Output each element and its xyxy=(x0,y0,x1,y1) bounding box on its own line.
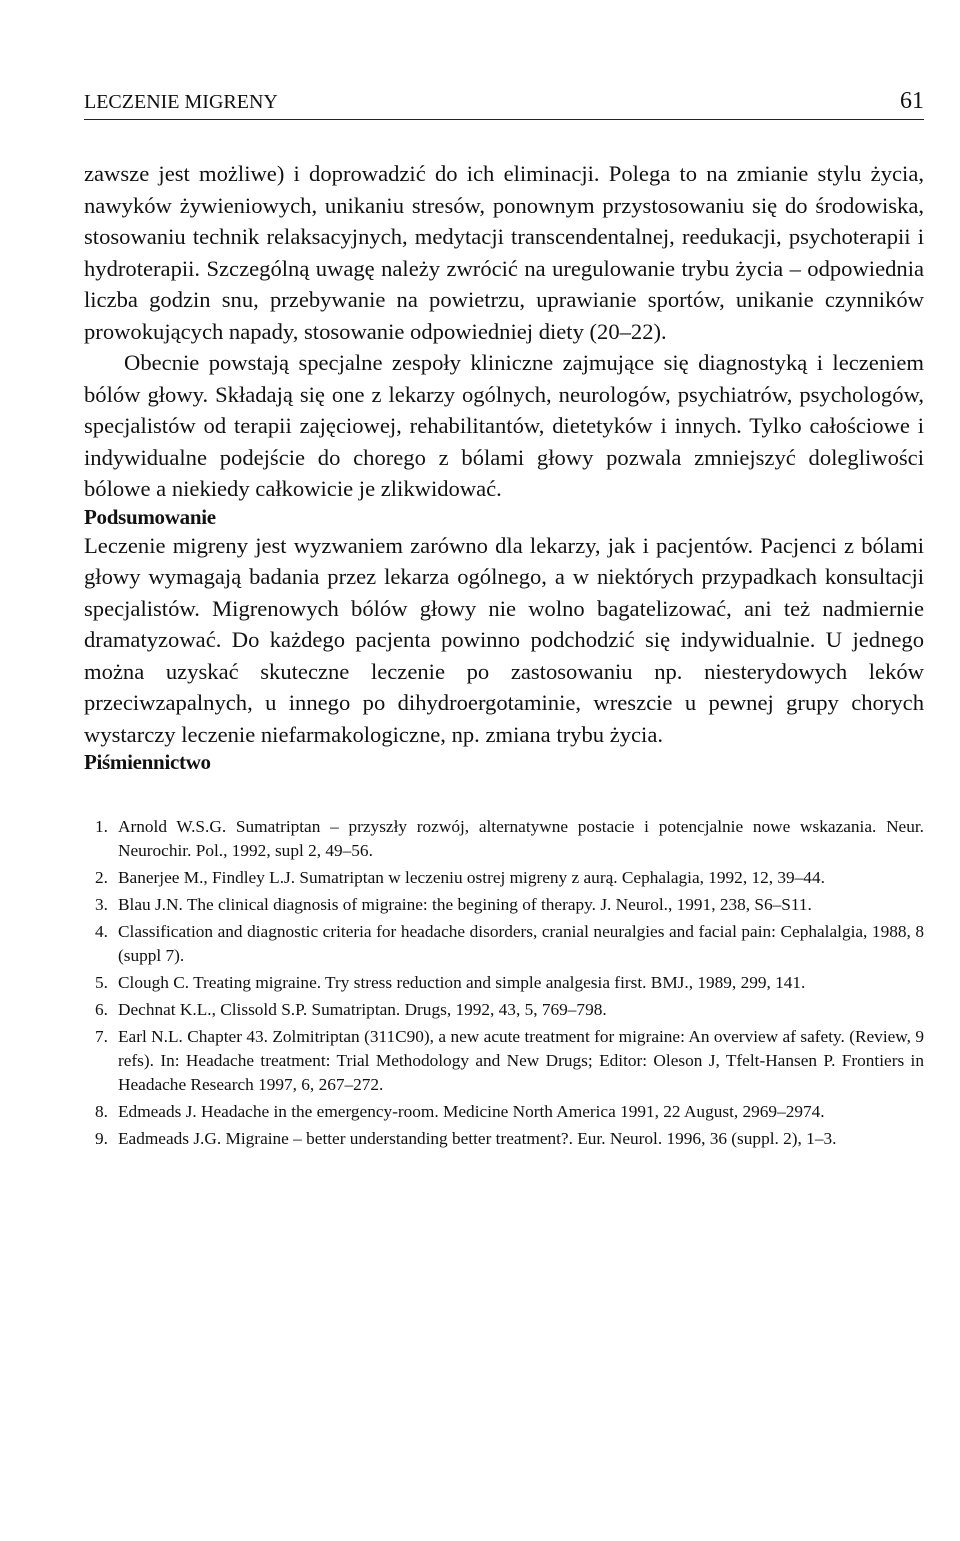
references-heading: Piśmiennictwo xyxy=(84,750,211,774)
reference-text: Edmeads J. Headache in the emergency-room. Medicine North America 1991, 22 August, 2969–2974. xyxy=(118,1102,825,1121)
reference-text: Classification and diagnostic criteria for headache disorders, cranial neuralgies and facial pain: Cephalalgia, 1988, 8 (suppl 7). xyxy=(118,922,924,965)
summary-heading: Podsumowanie xyxy=(84,504,216,529)
reference-number: 4. xyxy=(95,922,108,941)
reference-number: 9. xyxy=(95,1129,108,1148)
page xyxy=(84,88,924,1154)
reference-item xyxy=(84,1127,924,1151)
reference-number: 3. xyxy=(95,895,108,914)
reference-item xyxy=(84,998,924,1022)
reference-item xyxy=(84,893,924,917)
reference-text: Earl N.L. Chapter 43. Zolmitriptan (311C90), a new acute treatment for migraine: An overview af safety. (Review, 9 refs). In: Headache treatment: Trial Methodology and New Drugs; Editor: Oleson J, Tfelt-Hansen P. Frontiers in Headache Research 1997, 6, 267–272. xyxy=(118,1027,924,1094)
paragraph-1: zawsze jest możliwe) i doprowadzić do ich eliminacji. Polega to na zmianie stylu życia, nawyków żywieniowych, unikaniu stresów, ponownym przystosowaniu się do środowiska, stosowaniu technik relaksacyjnych, medytacji transcendentalnej, reedukacji, psychoterapii i hydroterapii. Szczególną uwagę należy zwrócić na uregulowanie trybu życia – odpowiednia liczba godzin snu, przebywanie na powietrzu, uprawianie sportów, unikanie czynników prowokujących napady, stosowanie odpowiedniej diety (20–22). xyxy=(84,161,924,344)
reference-number: 5. xyxy=(95,973,108,992)
reference-item xyxy=(84,1100,924,1124)
reference-item xyxy=(84,866,924,890)
reference-number: 2. xyxy=(95,868,108,887)
reference-text: Banerjee M., Findley L.J. Sumatriptan w leczeniu ostrej migreny z aurą. Cephalagia, 1992, 12, 39–44. xyxy=(118,868,825,887)
page-number: 61 xyxy=(900,88,924,114)
body-text xyxy=(84,158,924,505)
reference-text: Dechnat K.L., Clissold S.P. Sumatriptan. Drugs, 1992, 43, 5, 769–798. xyxy=(118,1000,607,1019)
summary-paragraph: Leczenie migreny jest wyzwaniem zarówno dla lekarzy, jak i pacjentów. Pacjenci z bólami głowy wymagają badania przez lekarza ogólnego, a w niektórych przypadkach konsultacji specjalistów. Migrenowych bólów głowy nie wolno bagatelizować, ani też nadmiernie dramatyzować. Do każdego pacjenta powinno podchodzić się indywidualnie. U jednego można uzyskać skuteczne leczenie po zastosowaniu np. niesterydowych leków przeciwzapalnych, u innego po dihydroergotaminie, wreszcie u pewnej grupy chorych wystarczy leczenie niefarmakologiczne, np. zmiana trybu życia. xyxy=(84,532,924,747)
reference-item xyxy=(84,920,924,968)
reference-text: Arnold W.S.G. Sumatriptan – przyszły rozwój, alternatywne postacie i potencjalnie nowe wskazania. Neur. Neurochir. Pol., 1992, supl 2, 49–56. xyxy=(118,817,924,860)
running-title: LECZENIE MIGRENY xyxy=(84,91,278,113)
reference-item xyxy=(84,971,924,995)
reference-number: 6. xyxy=(95,1000,108,1019)
reference-item xyxy=(84,1025,924,1097)
running-header xyxy=(84,88,924,120)
reference-text: Clough C. Treating migraine. Try stress reduction and simple analgesia first. BMJ., 1989, 299, 141. xyxy=(118,973,806,992)
references-list xyxy=(84,815,924,1151)
reference-number: 1. xyxy=(95,817,108,836)
reference-number: 8. xyxy=(95,1102,108,1121)
reference-text: Eadmeads J.G. Migraine – better understanding better treatment?. Eur. Neurol. 1996, 36 (suppl. 2), 1–3. xyxy=(118,1129,837,1148)
reference-item xyxy=(84,815,924,863)
reference-text: Blau J.N. The clinical diagnosis of migraine: the begining of therapy. J. Neurol., 1991, 238, S6–S11. xyxy=(118,895,812,914)
paragraph-2: Obecnie powstają specjalne zespoły kliniczne zajmujące się diagnostyką i leczeniem bólów głowy. Składają się one z lekarzy ogólnych, neurologów, psychiatrów, psychologów, specjalistów od terapii zajęciowej, rehabilitantów, dietetyków i innych. Tylko całościowe i indywidualne podejście do chorego z bólami głowy pozwala zmniejszyć dolegliwości bólowe a niekiedy całkowicie je zlikwidować. xyxy=(84,350,924,501)
reference-number: 7. xyxy=(95,1027,108,1046)
